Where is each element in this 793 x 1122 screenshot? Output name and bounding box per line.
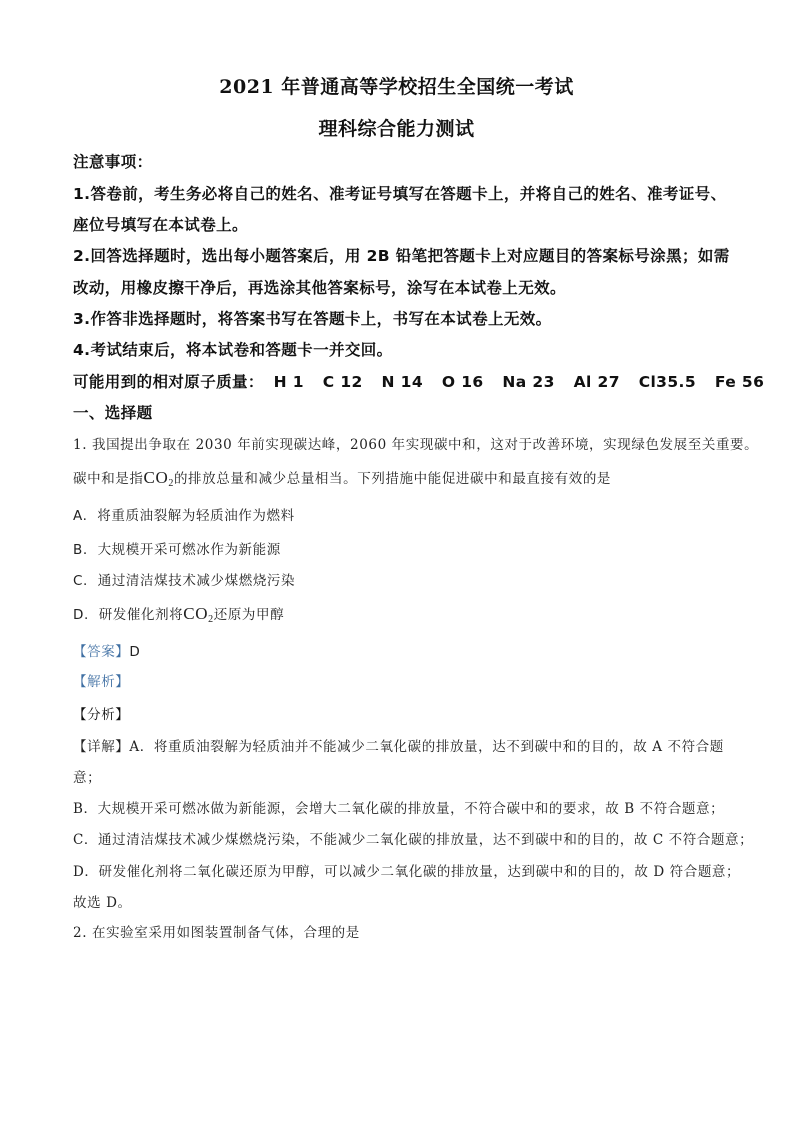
mass-c: C 12 [322, 373, 363, 391]
q1-option-c [73, 569, 295, 589]
q1-stem-line1: 1. 我国提出争取在 2030 年前实现碳达峰，2060 年实现碳中和，这对于改善环境，实现绿色发展至关重要。 [73, 437, 759, 453]
notice-item-4: 4.考试结束后，将本试卷和答题卡一并交回。 [73, 341, 393, 359]
exam-title: 2021 年普通高等学校招生全国统一考试 [219, 76, 574, 98]
exam-subtitle: 理科综合能力测试 [318, 118, 475, 140]
answer-value: D [129, 644, 141, 660]
co2-formula: $CO_2$ [183, 604, 214, 625]
q2-stem: 2. 在实验室采用如图装置制备气体，合理的是 [73, 925, 360, 941]
option-letter: A. [73, 508, 88, 524]
detail-a: A．将重质油裂解为轻质油并不能减少二氧化碳的排放量，达不到碳中和的目的，故 A 不符合题 [129, 739, 724, 755]
analysis-line [73, 670, 129, 690]
atomic-masses-label: 可能用到的相对原子质量： [73, 373, 264, 391]
notice-item-2-line1: 2.回答选择题时，选出每小题答案后，用 2B 铅笔把答题卡上对应题目的答案标号涂黑；如需 [73, 247, 730, 265]
atomic-masses [73, 370, 777, 392]
mass-cl: Cl35.5 [638, 373, 697, 391]
notice-item-3: 3.作答非选择题时，将答案书写在答题卡上，书写在本试卷上无效。 [73, 310, 552, 328]
option-letter: D. [73, 607, 89, 623]
option-text: 研发催化剂将 [98, 607, 184, 623]
q1-option-a [73, 504, 295, 524]
answer-label: 【答案】 [73, 644, 130, 660]
detail-line1 [73, 735, 724, 755]
notice-item-2-line2: 改动，用橡皮擦干净后，再选涂其他答案标号，涂写在本试卷上无效。 [73, 279, 566, 297]
section-heading: 一、选择题 [73, 404, 153, 422]
option-letter: B. [73, 542, 88, 558]
option-text: 将重质油裂解为轻质油作为燃料 [97, 508, 295, 524]
co2-formula: $CO_2$ [143, 468, 174, 489]
mass-h: H 1 [273, 373, 304, 391]
analysis-label: 【解析】 [73, 674, 130, 690]
q1-option-d [73, 603, 284, 625]
mass-na: Na 23 [502, 373, 555, 391]
detail-c: C．通过清洁煤技术减少煤燃烧污染，不能减少二氧化碳的排放量，达不到碳中和的目的，故 C 不符合题意； [73, 832, 754, 848]
notice-item-1-line2: 座位号填写在本试卷上。 [73, 216, 248, 234]
option-text-post: 还原为甲醇 [213, 607, 285, 623]
option-text: 大规模开采可燃冰作为新能源 [97, 542, 281, 558]
fenxi-label: 【分析】 [73, 707, 130, 723]
q1-stem-text-post: 的排放总量和减少总量相当。下列措施中能促进碳中和最直接有效的是 [173, 471, 612, 487]
notice-heading: 注意事项： [73, 153, 153, 171]
notice-item-1-line1: 1.答卷前，考生务必将自己的姓名、准考证号填写在答题卡上，并将自己的姓名、准考证号、 [73, 185, 727, 203]
option-text: 通过清洁煤技术减少煤燃烧污染 [97, 573, 296, 589]
mass-n: N 14 [381, 373, 424, 391]
detail-label: 【详解】 [73, 739, 130, 755]
detail-line2: 意； [73, 770, 102, 786]
mass-al: Al 27 [573, 373, 620, 391]
option-letter: C. [73, 573, 88, 589]
q1-stem-text: 碳中和是指 [73, 471, 144, 487]
fenxi-line [73, 703, 129, 723]
answer-line [73, 640, 140, 660]
q1-stem-line2 [73, 467, 611, 489]
mass-o: O 16 [441, 373, 484, 391]
detail-d: D．研发催化剂将二氧化碳还原为甲醇，可以减少二氧化碳的排放量，达到碳中和的目的，故 D 符合题意； [73, 864, 741, 880]
q1-option-b [73, 538, 281, 558]
conclusion: 故选 D。 [73, 895, 132, 911]
detail-b: B．大规模开采可燃冰做为新能源，会增大二氧化碳的排放量，不符合碳中和的要求，故 B 不符合题意； [73, 801, 725, 817]
mass-fe: Fe 56 [714, 373, 765, 391]
